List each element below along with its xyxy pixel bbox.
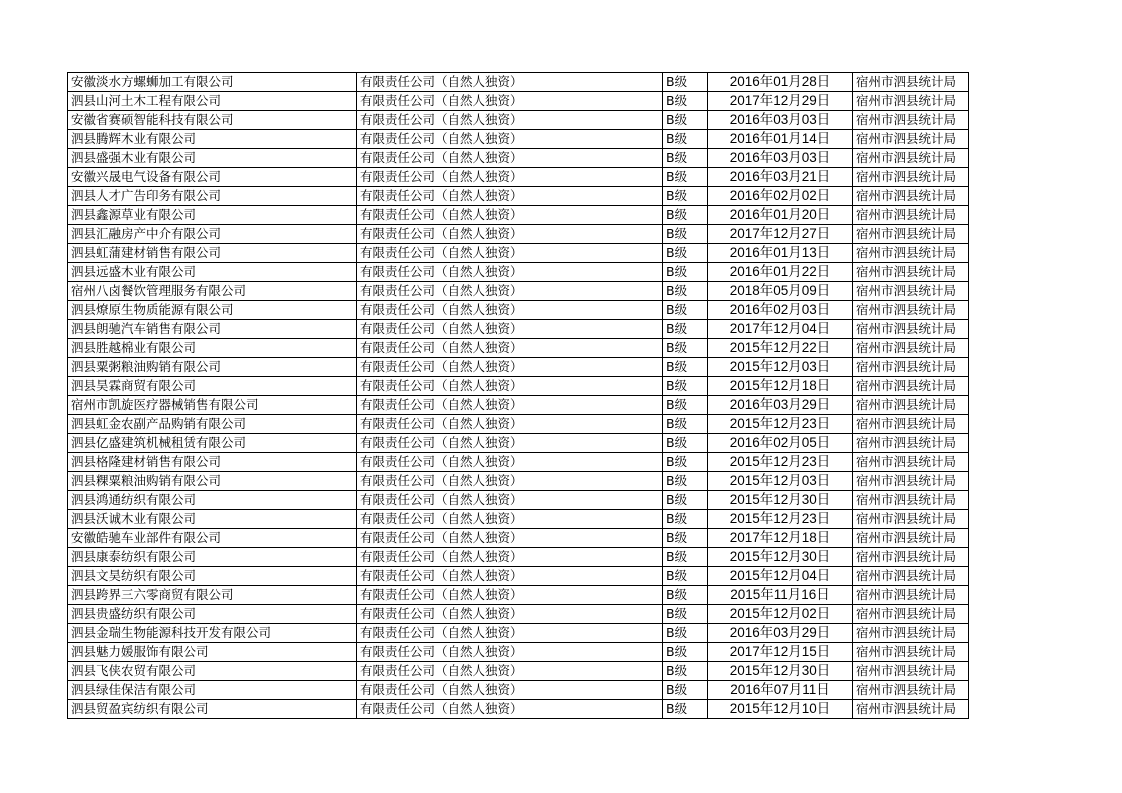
- table-row: [68, 206, 969, 225]
- company-type-cell: 有限责任公司（自然人独资）: [357, 567, 663, 586]
- authority-cell: 宿州市泗县统计局: [853, 491, 969, 510]
- authority-cell: 宿州市泗县统计局: [853, 643, 969, 662]
- company-type-cell: 有限责任公司（自然人独资）: [357, 168, 663, 187]
- authority-cell: 宿州市泗县统计局: [853, 358, 969, 377]
- company-name-cell: 泗县亿盛建筑机械租赁有限公司: [68, 434, 357, 453]
- credit-grade-cell: B级: [663, 643, 708, 662]
- company-type-cell: 有限责任公司（自然人独资）: [357, 491, 663, 510]
- company-name-cell: 泗县格隆建材销售有限公司: [68, 453, 357, 472]
- date-cell: 2015年12月23日: [708, 510, 853, 529]
- company-name-cell: 泗县山河土木工程有限公司: [68, 92, 357, 111]
- table-row: [68, 130, 969, 149]
- authority-cell: 宿州市泗县统计局: [853, 244, 969, 263]
- credit-grade-cell: B级: [663, 681, 708, 700]
- company-type-cell: 有限责任公司（自然人独资）: [357, 263, 663, 282]
- authority-cell: 宿州市泗县统计局: [853, 567, 969, 586]
- date-cell: 2016年03月21日: [708, 168, 853, 187]
- company-name-cell: 泗县康泰纺织有限公司: [68, 548, 357, 567]
- table-row: [68, 643, 969, 662]
- company-type-cell: 有限责任公司（自然人独资）: [357, 396, 663, 415]
- credit-grade-cell: B级: [663, 339, 708, 358]
- credit-grade-cell: B级: [663, 453, 708, 472]
- date-cell: 2016年01月22日: [708, 263, 853, 282]
- date-cell: 2015年11月16日: [708, 586, 853, 605]
- date-cell: 2015年12月18日: [708, 377, 853, 396]
- company-type-cell: 有限责任公司（自然人独资）: [357, 681, 663, 700]
- authority-cell: 宿州市泗县统计局: [853, 510, 969, 529]
- date-cell: 2017年12月15日: [708, 643, 853, 662]
- company-name-cell: 泗县燎原生物质能源有限公司: [68, 301, 357, 320]
- company-type-cell: 有限责任公司（自然人独资）: [357, 206, 663, 225]
- company-type-cell: 有限责任公司（自然人独资）: [357, 434, 663, 453]
- table-row: [68, 225, 969, 244]
- date-cell: 2015年12月10日: [708, 700, 853, 719]
- company-name-cell: 泗县盛强木业有限公司: [68, 149, 357, 168]
- credit-grade-cell: B级: [663, 358, 708, 377]
- company-type-cell: 有限责任公司（自然人独资）: [357, 225, 663, 244]
- authority-cell: 宿州市泗县统计局: [853, 225, 969, 244]
- credit-grade-cell: B级: [663, 111, 708, 130]
- authority-cell: 宿州市泗县统计局: [853, 529, 969, 548]
- date-cell: 2015年12月03日: [708, 358, 853, 377]
- company-name-cell: 安徽淡水方螺蛳加工有限公司: [68, 73, 357, 92]
- table-row: [68, 472, 969, 491]
- company-type-cell: 有限责任公司（自然人独资）: [357, 92, 663, 111]
- company-name-cell: 泗县魅力媛服饰有限公司: [68, 643, 357, 662]
- credit-grade-cell: B级: [663, 320, 708, 339]
- table-row: [68, 282, 969, 301]
- date-cell: 2016年03月03日: [708, 149, 853, 168]
- company-name-cell: 泗县人才广告印务有限公司: [68, 187, 357, 206]
- company-type-cell: 有限责任公司（自然人独资）: [357, 700, 663, 719]
- company-type-cell: 有限责任公司（自然人独资）: [357, 415, 663, 434]
- company-name-cell: 泗县胜越棉业有限公司: [68, 339, 357, 358]
- table-row: [68, 510, 969, 529]
- table-row: [68, 92, 969, 111]
- company-name-cell: 泗县粿粟粮油购销有限公司: [68, 472, 357, 491]
- authority-cell: 宿州市泗县统计局: [853, 73, 969, 92]
- table-row: [68, 149, 969, 168]
- company-type-cell: 有限责任公司（自然人独资）: [357, 282, 663, 301]
- authority-cell: 宿州市泗县统计局: [853, 662, 969, 681]
- credit-grade-cell: B级: [663, 624, 708, 643]
- company-type-cell: 有限责任公司（自然人独资）: [357, 662, 663, 681]
- company-name-cell: 泗县鸿通纺织有限公司: [68, 491, 357, 510]
- authority-cell: 宿州市泗县统计局: [853, 548, 969, 567]
- date-cell: 2015年12月22日: [708, 339, 853, 358]
- authority-cell: 宿州市泗县统计局: [853, 624, 969, 643]
- table-row: [68, 567, 969, 586]
- company-type-cell: 有限责任公司（自然人独资）: [357, 149, 663, 168]
- table-row: [68, 434, 969, 453]
- company-name-cell: 泗县粟粥粮油购销有限公司: [68, 358, 357, 377]
- credit-grade-cell: B级: [663, 225, 708, 244]
- company-name-cell: 泗县汇融房产中介有限公司: [68, 225, 357, 244]
- company-type-cell: 有限责任公司（自然人独资）: [357, 130, 663, 149]
- table-row: [68, 662, 969, 681]
- credit-grade-cell: B级: [663, 415, 708, 434]
- credit-grade-cell: B级: [663, 149, 708, 168]
- table-row: [68, 339, 969, 358]
- date-cell: 2016年03月29日: [708, 396, 853, 415]
- credit-grade-cell: B级: [663, 301, 708, 320]
- authority-cell: 宿州市泗县统计局: [853, 92, 969, 111]
- company-type-cell: 有限责任公司（自然人独资）: [357, 529, 663, 548]
- date-cell: 2016年07月11日: [708, 681, 853, 700]
- company-type-cell: 有限责任公司（自然人独资）: [357, 453, 663, 472]
- date-cell: 2017年12月27日: [708, 225, 853, 244]
- table-row: [68, 320, 969, 339]
- date-cell: 2016年01月13日: [708, 244, 853, 263]
- date-cell: 2015年12月04日: [708, 567, 853, 586]
- table-row: [68, 73, 969, 92]
- credit-grade-cell: B级: [663, 377, 708, 396]
- company-name-cell: 宿州八卤餐饮管理服务有限公司: [68, 282, 357, 301]
- company-name-cell: 宿州市凯旋医疗器械销售有限公司: [68, 396, 357, 415]
- company-name-cell: 泗县沃诚木业有限公司: [68, 510, 357, 529]
- table-row: [68, 548, 969, 567]
- credit-grade-cell: B级: [663, 73, 708, 92]
- credit-grade-cell: B级: [663, 472, 708, 491]
- table-row: [68, 624, 969, 643]
- company-name-cell: 泗县跨界三六零商贸有限公司: [68, 586, 357, 605]
- authority-cell: 宿州市泗县统计局: [853, 681, 969, 700]
- table-row: [68, 111, 969, 130]
- company-type-cell: 有限责任公司（自然人独资）: [357, 643, 663, 662]
- company-name-cell: 泗县金瑞生物能源科技开发有限公司: [68, 624, 357, 643]
- authority-cell: 宿州市泗县统计局: [853, 187, 969, 206]
- table-body: [68, 73, 969, 719]
- date-cell: 2015年12月30日: [708, 491, 853, 510]
- company-type-cell: 有限责任公司（自然人独资）: [357, 624, 663, 643]
- authority-cell: 宿州市泗县统计局: [853, 263, 969, 282]
- date-cell: 2015年12月30日: [708, 662, 853, 681]
- table-row: [68, 491, 969, 510]
- authority-cell: 宿州市泗县统计局: [853, 586, 969, 605]
- authority-cell: 宿州市泗县统计局: [853, 396, 969, 415]
- authority-cell: 宿州市泗县统计局: [853, 472, 969, 491]
- date-cell: 2016年02月02日: [708, 187, 853, 206]
- credit-grade-cell: B级: [663, 529, 708, 548]
- credit-grade-cell: B级: [663, 263, 708, 282]
- date-cell: 2015年12月23日: [708, 415, 853, 434]
- authority-cell: 宿州市泗县统计局: [853, 149, 969, 168]
- company-type-cell: 有限责任公司（自然人独资）: [357, 187, 663, 206]
- authority-cell: 宿州市泗县统计局: [853, 377, 969, 396]
- company-type-cell: 有限责任公司（自然人独资）: [357, 586, 663, 605]
- enterprise-credit-table: [67, 72, 969, 719]
- credit-grade-cell: B级: [663, 510, 708, 529]
- table-row: [68, 358, 969, 377]
- authority-cell: 宿州市泗县统计局: [853, 700, 969, 719]
- company-name-cell: 泗县昊霖商贸有限公司: [68, 377, 357, 396]
- table-row: [68, 263, 969, 282]
- company-type-cell: 有限责任公司（自然人独资）: [357, 301, 663, 320]
- table-row: [68, 453, 969, 472]
- company-type-cell: 有限责任公司（自然人独资）: [357, 358, 663, 377]
- authority-cell: 宿州市泗县统计局: [853, 434, 969, 453]
- company-name-cell: 泗县腾辉木业有限公司: [68, 130, 357, 149]
- date-cell: 2017年12月29日: [708, 92, 853, 111]
- company-name-cell: 泗县虹蒲建材销售有限公司: [68, 244, 357, 263]
- company-name-cell: 安徽兴晟电气设备有限公司: [68, 168, 357, 187]
- credit-grade-cell: B级: [663, 700, 708, 719]
- date-cell: 2016年02月05日: [708, 434, 853, 453]
- authority-cell: 宿州市泗县统计局: [853, 301, 969, 320]
- authority-cell: 宿州市泗县统计局: [853, 320, 969, 339]
- credit-grade-cell: B级: [663, 567, 708, 586]
- credit-grade-cell: B级: [663, 605, 708, 624]
- credit-grade-cell: B级: [663, 187, 708, 206]
- company-type-cell: 有限责任公司（自然人独资）: [357, 339, 663, 358]
- credit-grade-cell: B级: [663, 130, 708, 149]
- table-row: [68, 396, 969, 415]
- table-row: [68, 301, 969, 320]
- company-name-cell: 泗县贸盈宾纺织有限公司: [68, 700, 357, 719]
- company-type-cell: 有限责任公司（自然人独资）: [357, 605, 663, 624]
- authority-cell: 宿州市泗县统计局: [853, 168, 969, 187]
- date-cell: 2017年12月18日: [708, 529, 853, 548]
- company-name-cell: 泗县鑫源草业有限公司: [68, 206, 357, 225]
- table-row: [68, 244, 969, 263]
- company-type-cell: 有限责任公司（自然人独资）: [357, 73, 663, 92]
- company-type-cell: 有限责任公司（自然人独资）: [357, 244, 663, 263]
- company-name-cell: 泗县贵盛纺织有限公司: [68, 605, 357, 624]
- date-cell: 2016年01月14日: [708, 130, 853, 149]
- authority-cell: 宿州市泗县统计局: [853, 415, 969, 434]
- date-cell: 2015年12月30日: [708, 548, 853, 567]
- company-type-cell: 有限责任公司（自然人独资）: [357, 377, 663, 396]
- credit-grade-cell: B级: [663, 434, 708, 453]
- company-name-cell: 安徽皓驰车业部件有限公司: [68, 529, 357, 548]
- date-cell: 2016年03月29日: [708, 624, 853, 643]
- company-name-cell: 泗县虹金农副产品购销有限公司: [68, 415, 357, 434]
- company-type-cell: 有限责任公司（自然人独资）: [357, 510, 663, 529]
- table-row: [68, 168, 969, 187]
- company-name-cell: 泗县飞侠农贸有限公司: [68, 662, 357, 681]
- date-cell: 2016年02月03日: [708, 301, 853, 320]
- company-type-cell: 有限责任公司（自然人独资）: [357, 320, 663, 339]
- date-cell: 2016年03月03日: [708, 111, 853, 130]
- authority-cell: 宿州市泗县统计局: [853, 111, 969, 130]
- date-cell: 2017年12月04日: [708, 320, 853, 339]
- date-cell: 2016年01月20日: [708, 206, 853, 225]
- credit-grade-cell: B级: [663, 244, 708, 263]
- company-type-cell: 有限责任公司（自然人独资）: [357, 111, 663, 130]
- credit-grade-cell: B级: [663, 396, 708, 415]
- date-cell: 2015年12月23日: [708, 453, 853, 472]
- table-row: [68, 681, 969, 700]
- table-row: [68, 187, 969, 206]
- credit-grade-cell: B级: [663, 282, 708, 301]
- authority-cell: 宿州市泗县统计局: [853, 206, 969, 225]
- date-cell: 2018年05月09日: [708, 282, 853, 301]
- date-cell: 2015年12月02日: [708, 605, 853, 624]
- table-row: [68, 700, 969, 719]
- company-type-cell: 有限责任公司（自然人独资）: [357, 472, 663, 491]
- credit-grade-cell: B级: [663, 92, 708, 111]
- table-row: [68, 586, 969, 605]
- table-row: [68, 529, 969, 548]
- company-name-cell: 泗县朗驰汽车销售有限公司: [68, 320, 357, 339]
- authority-cell: 宿州市泗县统计局: [853, 130, 969, 149]
- credit-grade-cell: B级: [663, 206, 708, 225]
- authority-cell: 宿州市泗县统计局: [853, 605, 969, 624]
- date-cell: 2015年12月03日: [708, 472, 853, 491]
- table-row: [68, 415, 969, 434]
- company-type-cell: 有限责任公司（自然人独资）: [357, 548, 663, 567]
- credit-grade-cell: B级: [663, 548, 708, 567]
- company-name-cell: 泗县绿佳保洁有限公司: [68, 681, 357, 700]
- authority-cell: 宿州市泗县统计局: [853, 282, 969, 301]
- credit-grade-cell: B级: [663, 586, 708, 605]
- table-row: [68, 377, 969, 396]
- authority-cell: 宿州市泗县统计局: [853, 453, 969, 472]
- credit-grade-cell: B级: [663, 168, 708, 187]
- credit-grade-cell: B级: [663, 662, 708, 681]
- credit-grade-cell: B级: [663, 491, 708, 510]
- date-cell: 2016年01月28日: [708, 73, 853, 92]
- company-name-cell: 安徽省赛硕智能科技有限公司: [68, 111, 357, 130]
- company-name-cell: 泗县文昊纺织有限公司: [68, 567, 357, 586]
- company-name-cell: 泗县远盛木业有限公司: [68, 263, 357, 282]
- table-row: [68, 605, 969, 624]
- authority-cell: 宿州市泗县统计局: [853, 339, 969, 358]
